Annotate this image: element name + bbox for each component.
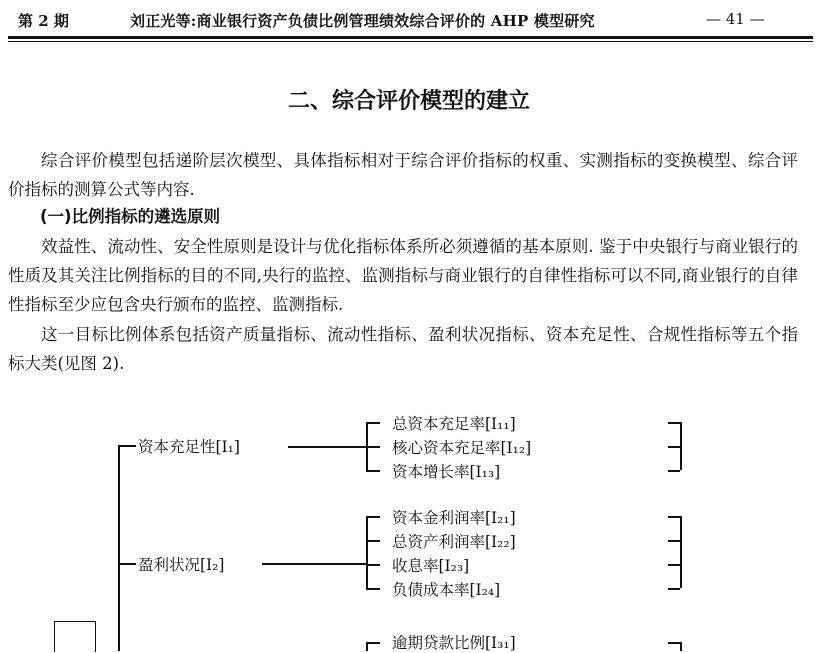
item-cost-of-liabilities: 负债成本率[I₂₄] [392,581,501,599]
main-trunk [118,445,120,651]
item-return-on-capital: 资本金利润率[I₂₁] [392,509,516,527]
running-header [0,0,818,42]
subheading-selection-principle: (一)比例指标的遴选原则 [40,207,221,226]
group-label-profitability: 盈利状况[I₂] [138,556,225,574]
issue-number: 第 2 期 [18,12,69,30]
rtick-g2-4 [668,588,680,590]
header-rule-thick [8,36,813,39]
bracket-g3-right [680,642,682,651]
bracket-g2-left [366,516,368,588]
tick-g1-3 [366,470,380,472]
tick-g3-1 [366,642,380,644]
paragraph-model-intro: 综合评价模型包括递阶层次模型、具体指标相对于综合评价指标的权重、实测指标的变换模型、综合评价指标的测算公式等内容. [8,151,798,199]
rtick-g1-1 [668,422,680,424]
rtick-g2-3 [668,564,680,566]
running-title: 刘正光等:商业银行资产负债比例管理绩效综合评价的 AHP 模型研究 [130,12,595,30]
item-core-capital-adequacy: 核心资本充足率[I₁₂] [392,439,532,457]
page-number: — 41 — [706,10,765,28]
item-interest-yield: 收息率[I₂₃] [392,557,470,575]
root-box [54,621,96,652]
connector-trunk-g2 [118,563,136,565]
item-return-on-assets: 总资产利润率[I₂₂] [392,533,516,551]
item-overdue-loan-ratio: 逾期贷款比例[I₃₁] [392,634,516,652]
bracket-g1-right [680,422,682,470]
rtick-g2-1 [668,516,680,518]
tick-g2-2 [366,540,380,542]
rtick-g1-2 [668,446,680,448]
index-hierarchy-diagram [0,395,818,651]
paragraph-principles: 效益性、流动性、安全性原则是设计与优化指标体系所必须遵循的基本原则. 鉴于中央银行与商业银行的性质及其关注比例指标的目的不同,央行的监控、监测指标与商业银行的自律性指标可以不同,商业银行的自律性指标至少应包含央行颁布的监控、监测指标. [8,237,798,314]
rtick-g2-2 [668,540,680,542]
bracket-g2-right [680,516,682,588]
group-label-capital-adequacy: 资本充足性[I₁] [138,438,240,456]
tick-g2-1 [366,516,380,518]
tick-g1-2 [366,446,380,448]
tick-g1-1 [366,422,380,424]
section-title: 二、综合评价模型的建立 [287,89,530,114]
tick-g2-4 [366,588,380,590]
connector-g1-bracket [288,446,366,448]
rtick-g3-1 [668,642,680,644]
header-rule-thin [8,41,813,42]
connector-g2-bracket [262,563,366,565]
item-capital-growth: 资本增长率[I₁₃] [392,463,501,481]
paragraph-index-system: 这一目标比例体系包括资产质量指标、流动性指标、盈利状况指标、资本充足性、合规性指标等五个指标大类(见图 2). [8,325,798,373]
item-total-capital-adequacy: 总资本充足率[I₁₁] [392,415,516,433]
tick-g2-3 [366,564,380,566]
connector-trunk-g1 [118,445,136,447]
rtick-g1-3 [668,470,680,472]
